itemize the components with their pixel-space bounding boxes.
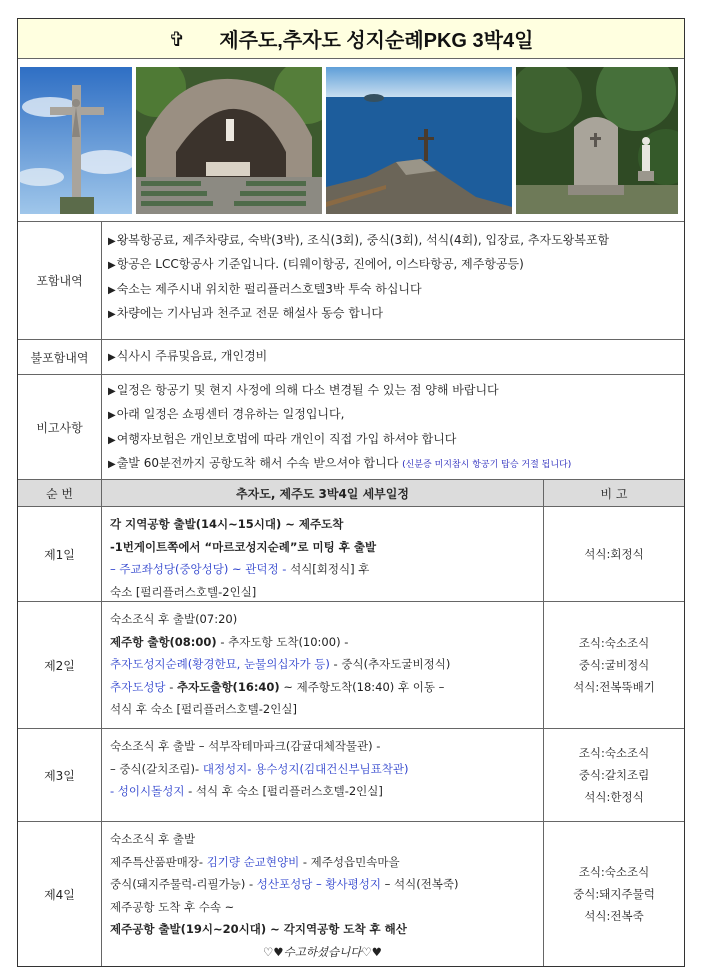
list-item: ▶일정은 항공기 및 현지 사정에 의해 다소 변경될 수 있는 점 양해 바랍니다 xyxy=(108,383,499,397)
included-label: 포함내역 xyxy=(18,222,102,339)
memorial-stone-photo xyxy=(516,67,678,214)
table-row xyxy=(18,729,684,822)
col-day-header: 순 번 xyxy=(18,480,102,506)
grotto-chapel-photo xyxy=(136,67,322,214)
itinerary-segment: 숙소조식 후 출발(07:20) xyxy=(110,612,238,626)
itinerary-segment: 제주공항 출발(19시~20시대) ~ 각지역공항 도착 후 해산 xyxy=(110,922,407,937)
meal-notes xyxy=(544,602,684,728)
col-detail-header: 추자도, 제주도 3박4일 세부일정 xyxy=(102,480,544,506)
day-label: 제1일 xyxy=(18,507,102,601)
meal-notes xyxy=(544,507,684,601)
itinerary-segment: 숙소조식 후 출발 xyxy=(110,832,196,846)
list-item: ▶숙소는 제주시내 위치한 펄리플러스호텔3박 투숙 하십니다 xyxy=(108,281,422,296)
itinerary-line xyxy=(110,780,535,803)
itinerary-segment: – 석식(전복죽) xyxy=(380,877,459,892)
meal-item: 조식:숙소조식 xyxy=(578,865,650,879)
table-row xyxy=(18,602,684,729)
itinerary-line xyxy=(110,536,535,559)
itinerary-line xyxy=(110,896,535,919)
meal-item: 중식:돼지주물럭 xyxy=(573,887,655,901)
excluded-text: 식사시 주류및음료, 개인경비 xyxy=(116,348,268,363)
day-label: 제2일 xyxy=(18,602,102,728)
included-text: 항공은 LCC항공사 기준입니다. (티웨이항공, 진에어, 이스타항공, 제주항공등) xyxy=(116,257,524,272)
list-item: ▶차량에는 기사님과 천주교 전문 해설사 동승 합니다 xyxy=(108,305,384,320)
itinerary-line xyxy=(110,941,535,964)
remarks-text: 아래 일정은 쇼핑센터 경유하는 일정입니다, xyxy=(116,407,345,422)
itinerary-segment: - 제주성읍민속마을 xyxy=(299,854,400,869)
list-item: ▶식사시 주류및음료, 개인경비 xyxy=(108,348,268,363)
itinerary-line xyxy=(110,735,535,758)
itinerary-segment: -1번게이트쪽에서 “마르코성지순례”로 미팅 후 출발 xyxy=(110,539,377,554)
included-content xyxy=(102,222,684,339)
itinerary-segment: ♡♥수고하셨습니다♡♥ xyxy=(262,944,382,959)
excluded-label: 불포함내역 xyxy=(18,340,102,374)
col-note-header: 비 고 xyxy=(600,486,628,501)
remarks-row xyxy=(18,375,684,480)
itinerary-line xyxy=(110,676,535,699)
included-text: 왕복항공료, 제주차량료, 숙박(3박), 조식(3회), 중식(3회), 석식(4회), 입장료, 추자도왕복포함 xyxy=(116,233,610,247)
itinerary-segment: 각 지역공항 출발(14시~15시대) ~ 제주도착 xyxy=(110,517,344,531)
itinerary-segment: 제주특산품판매장- xyxy=(110,854,207,869)
meal-item: 석식:전복죽 xyxy=(584,909,644,923)
itinerary-line xyxy=(110,631,535,654)
itinerary-line xyxy=(110,513,535,536)
itinerary-segment: 제주공항 도착 후 수속 ~ xyxy=(110,899,235,914)
meal-item: 중식:굴비정식 xyxy=(578,658,650,672)
remarks-text: 출발 60분전까지 공항도착 해서 수속 받으셔야 합니다 xyxy=(116,455,399,470)
list-item: ▶여행자보험은 개인보호법에 따라 개인이 직접 가입 하셔야 합니다 xyxy=(108,431,457,446)
itinerary-document xyxy=(17,18,685,967)
itinerary-segment: - xyxy=(165,679,178,694)
itinerary-segment: 추자도성지순례(황경한묘, 눈물의십자가 등) xyxy=(110,657,330,672)
table-row xyxy=(18,822,684,966)
itinerary-segment: 추자도출항(16:40) xyxy=(177,679,280,694)
day-detail xyxy=(102,822,544,966)
itinerary-line xyxy=(110,873,535,896)
itinerary-segment: 석식[회정식] 후 xyxy=(290,562,370,577)
itinerary-segment: 성산포성당 – 황사평성지 xyxy=(256,877,381,892)
meal-item: 석식:한정식 xyxy=(584,790,644,804)
included-text: 숙소는 제주시내 위치한 펄리플러스호텔3박 투숙 하십니다 xyxy=(116,281,422,296)
remarks-text: 일정은 항공기 및 현지 사정에 의해 다소 변경될 수 있는 점 양해 바랍니다 xyxy=(116,383,499,397)
itinerary-segment: – 중식(갈치조림)- xyxy=(110,761,203,776)
itinerary-segment: - 석식 후 숙소 [펄리플러스호텔-2인실] xyxy=(184,784,383,799)
included-row xyxy=(18,222,684,340)
itinerary-segment: 제주항 출항(08:00) xyxy=(110,634,217,649)
day-detail xyxy=(102,729,544,821)
meal-item: 조식:숙소조식 xyxy=(578,636,650,650)
itinerary-segment: 추자도성당 xyxy=(110,679,166,694)
page-title: 제주도,추자도 성지순례PKG 3박4일 xyxy=(219,30,534,52)
itinerary-segment: - 성이시돌성지 xyxy=(110,784,185,799)
day-label: 제3일 xyxy=(18,729,102,821)
itinerary-segment: 숙소 [펄리플러스호텔-2인실] xyxy=(110,584,257,599)
itinerary-segment: 숙소조식 후 출발 – 석부작테마파크(감귤대체작물관) - xyxy=(110,739,381,753)
list-item: ▶왕복항공료, 제주차량료, 숙박(3박), 조식(3회), 중식(3회), 석식(4회), 입장료, 추자도왕복포함 xyxy=(108,233,610,247)
meal-item: 석식:회정식 xyxy=(584,547,644,561)
meal-item: 석식:전복뚝배기 xyxy=(573,680,655,694)
day-detail xyxy=(102,507,544,601)
schedule-header xyxy=(18,480,684,507)
sea-cliff-cross-photo xyxy=(326,67,512,214)
remarks-content xyxy=(102,375,684,479)
list-item: ▶항공은 LCC항공사 기준입니다. (티웨이항공, 진에어, 이스타항공, 제주항공등) xyxy=(108,257,524,272)
itinerary-line xyxy=(110,653,535,676)
crucifix-photo xyxy=(20,67,132,214)
itinerary-segment: - 중식(추자도굴비정식) xyxy=(329,657,451,672)
itinerary-line xyxy=(110,918,535,941)
itinerary-segment: - 추자도항 도착(10:00) - xyxy=(216,634,349,649)
itinerary-segment: 김기량 순교현양비 xyxy=(206,854,300,869)
day-label: 제4일 xyxy=(18,822,102,966)
meal-item: 조식:숙소조식 xyxy=(578,746,650,760)
itinerary-segment: – 주교좌성당(중앙성당) ~ 관덕정 - xyxy=(110,562,291,577)
itinerary-line xyxy=(110,828,535,851)
id-note: (신분증 미지참시 항공기 탑승 거절 됩니다) xyxy=(402,459,572,470)
schedule-body xyxy=(18,507,684,966)
excluded-row xyxy=(18,340,684,375)
itinerary-line xyxy=(110,851,535,874)
table-row xyxy=(18,507,684,602)
day-detail xyxy=(102,602,544,728)
meal-item: 중식:갈치조림 xyxy=(578,768,650,782)
cross-icon: ✞ xyxy=(168,26,186,51)
photo-strip xyxy=(18,59,684,222)
included-text: 차량에는 기사님과 천주교 전문 해설사 동승 합니다 xyxy=(116,305,384,320)
itinerary-segment: ~ 제주항도착(18:40) 후 이동 – xyxy=(279,679,445,694)
meal-notes xyxy=(544,822,684,966)
excluded-content xyxy=(102,340,684,374)
itinerary-line xyxy=(110,698,535,721)
remarks-label: 비고사항 xyxy=(18,375,102,479)
itinerary-segment: 석식 후 숙소 [펄리플러스호텔-2인실] xyxy=(110,702,297,717)
remarks-text: 여행자보험은 개인보호법에 따라 개인이 직접 가입 하셔야 합니다 xyxy=(116,431,457,446)
title-bar xyxy=(18,19,684,59)
list-item: ▶아래 일정은 쇼핑센터 경유하는 일정입니다, xyxy=(108,407,345,422)
meal-notes xyxy=(544,729,684,821)
list-item: ▶출발 60분전까지 공항도착 해서 수속 받으셔야 합니다 (신분증 미지참시 항공기 탑승 거절 됩니다) xyxy=(108,455,572,470)
itinerary-line xyxy=(110,758,535,781)
itinerary-line xyxy=(110,608,535,631)
itinerary-segment: 대정성지- 용수성지(김대건신부님표착관) xyxy=(202,761,409,776)
itinerary-segment: 중식(돼지주물럭-리필가능) - xyxy=(110,877,257,892)
itinerary-line xyxy=(110,558,535,581)
itinerary-line xyxy=(110,581,535,604)
